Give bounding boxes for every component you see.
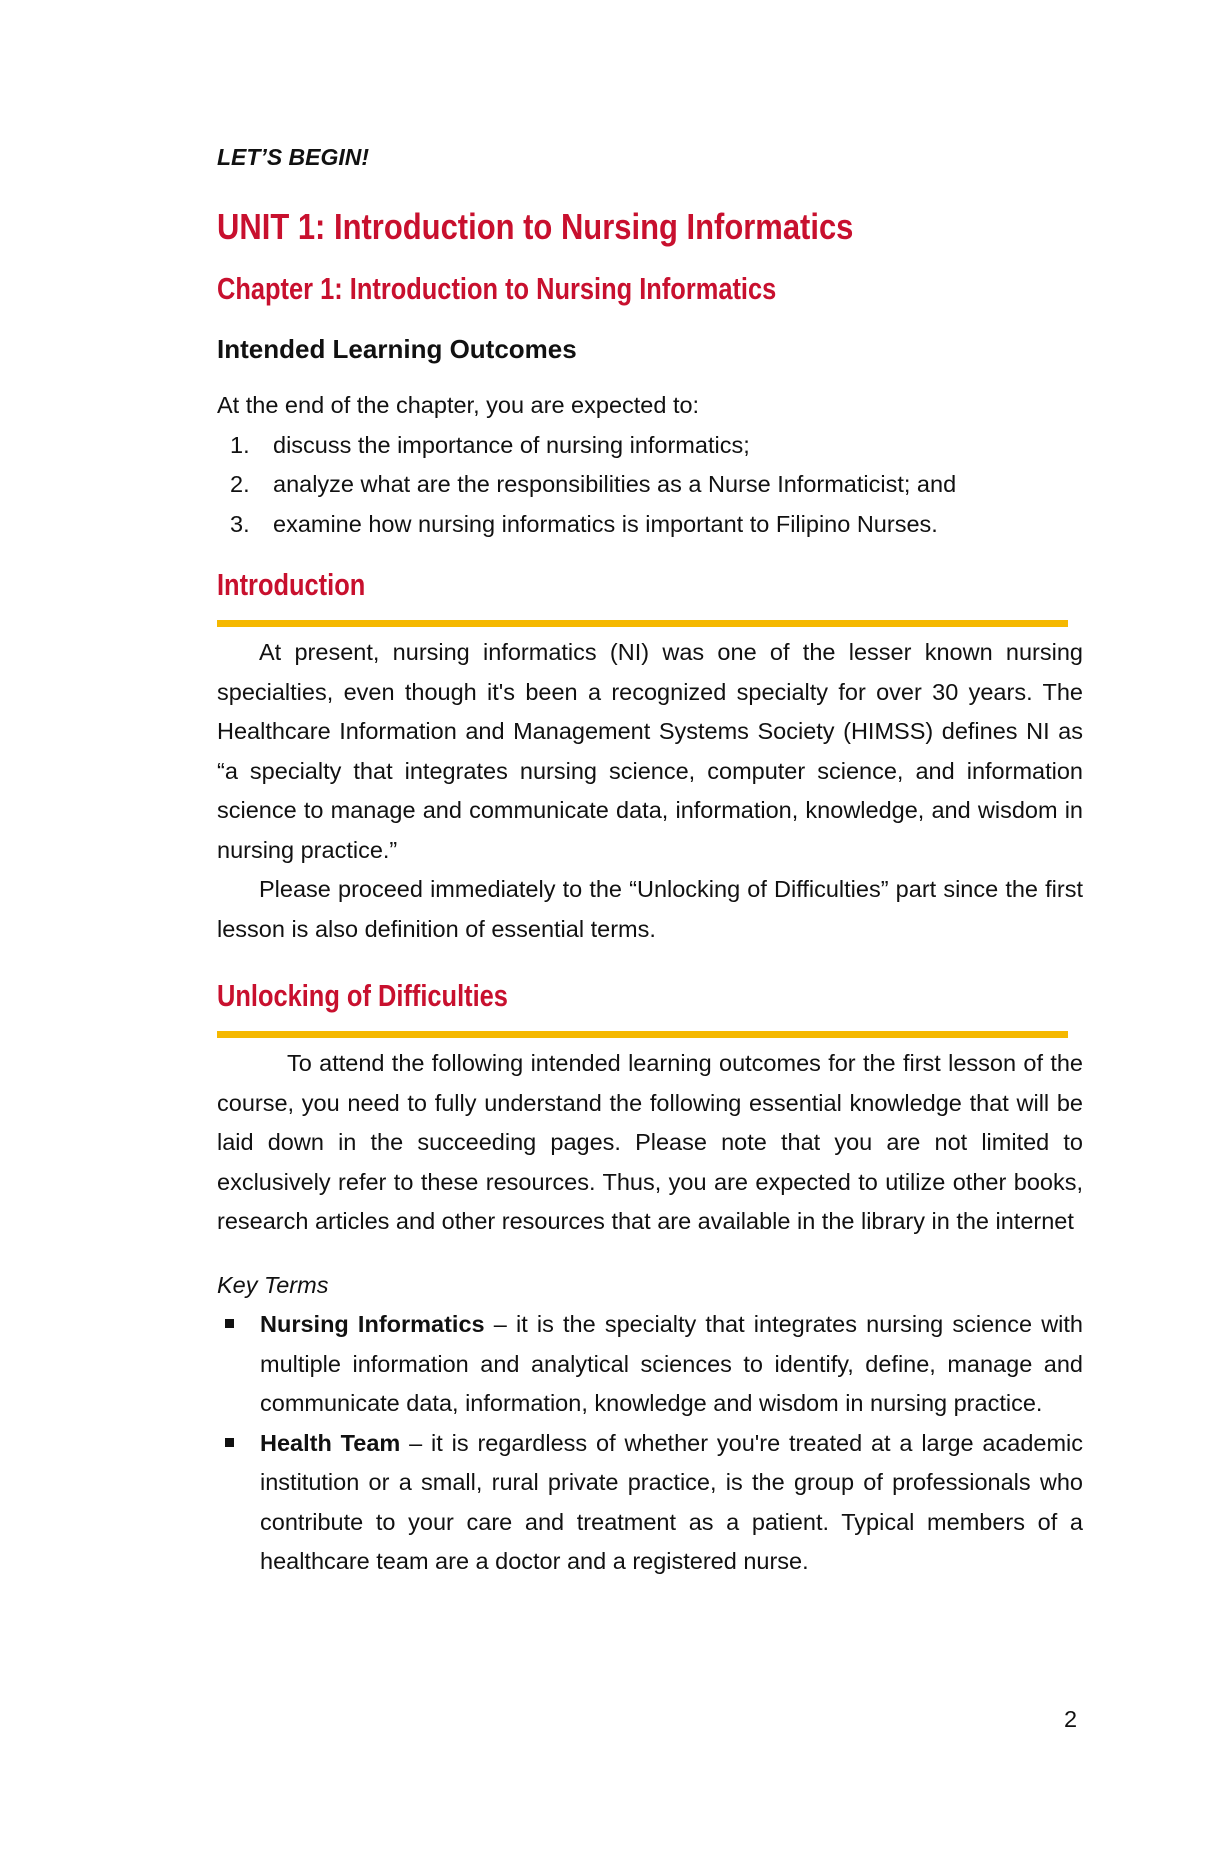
- section-divider: [217, 620, 1068, 627]
- introduction-paragraph: Please proceed immediately to the “Unlocking of Difficulties” part since the first lesson is also definition of essential terms.: [217, 876, 1083, 942]
- list-item-text: analyze what are the responsibilities as a Nurse Informaticist; and: [273, 471, 957, 497]
- square-bullet-icon: [217, 1305, 260, 1424]
- introduction-paragraph: At present, nursing informatics (NI) was one of the lesser known nursing specialties, even though it's been a recognized specialty for over 30 years. The Healthcare Information and Management Systems Society (HIMSS) defines NI as “a specialty that integrates nursing science, computer science, and information science to manage and communicate data, information, knowledge, and wisdom in nursing practice.”: [217, 639, 1083, 863]
- list-item: [217, 465, 1083, 505]
- list-item-text: discuss the importance of nursing informatics;: [273, 431, 750, 458]
- unlocking-paragraph: To attend the following intended learning outcomes for the first lesson of the course, you need to fully understand the following essential knowledge that will be laid down in the succeeding pages. Please note that you are not limited to exclusively refer to these resources. Thus, you are expected to utilize other books, research articles and other resources that are available in the library in the internet: [217, 1050, 1083, 1234]
- page-content: [217, 140, 1083, 1582]
- term-definition: – it is regardless of whether you're treated at a large academic institution or a small, rural private practice, is the group of professionals who contribute to your care and treatment as a patient. Typical members of a healthcare team are a doctor and a registered nurse.: [260, 1429, 1083, 1574]
- unlocking-heading: Unlocking of Difficulties: [217, 978, 508, 1013]
- list-item-number: 2.: [230, 471, 250, 497]
- list-item: [217, 1305, 1083, 1424]
- unit-title: UNIT 1: Introduction to Nursing Informatics: [217, 206, 854, 247]
- term-entry: [260, 1424, 1083, 1582]
- learning-outcomes-intro: At the end of the chapter, you are expected to:: [217, 392, 700, 418]
- list-item-text: examine how nursing informatics is important to Filipino Nurses.: [273, 510, 938, 537]
- list-item: [217, 426, 1083, 466]
- list-item: [217, 1424, 1083, 1582]
- page-number: 2: [1064, 1706, 1078, 1732]
- lets-begin-kicker: LET’S BEGIN!: [217, 144, 370, 170]
- list-item-number: 1.: [230, 431, 250, 458]
- list-item: [217, 505, 1083, 545]
- term-name: Health Team: [260, 1429, 401, 1456]
- term-definition: – it is the specialty that integrates nursing science with multiple information and analytical sciences to identify, define, manage and communicate data, information, knowledge and wisdom in nursing practice.: [260, 1311, 1083, 1416]
- square-bullet-icon: [217, 1424, 260, 1582]
- learning-outcomes-list: [217, 426, 1083, 545]
- key-terms-list: [217, 1305, 1083, 1582]
- introduction-heading: Introduction: [217, 567, 366, 602]
- chapter-title: Chapter 1: Introduction to Nursing Informatics: [217, 271, 777, 306]
- key-terms-label: Key Terms: [217, 1271, 329, 1298]
- section-divider: [217, 1031, 1068, 1038]
- term-name: Nursing Informatics: [260, 1311, 485, 1337]
- term-entry: [260, 1305, 1083, 1424]
- list-item-number: 3.: [230, 510, 250, 537]
- learning-outcomes-heading: Intended Learning Outcomes: [217, 334, 577, 364]
